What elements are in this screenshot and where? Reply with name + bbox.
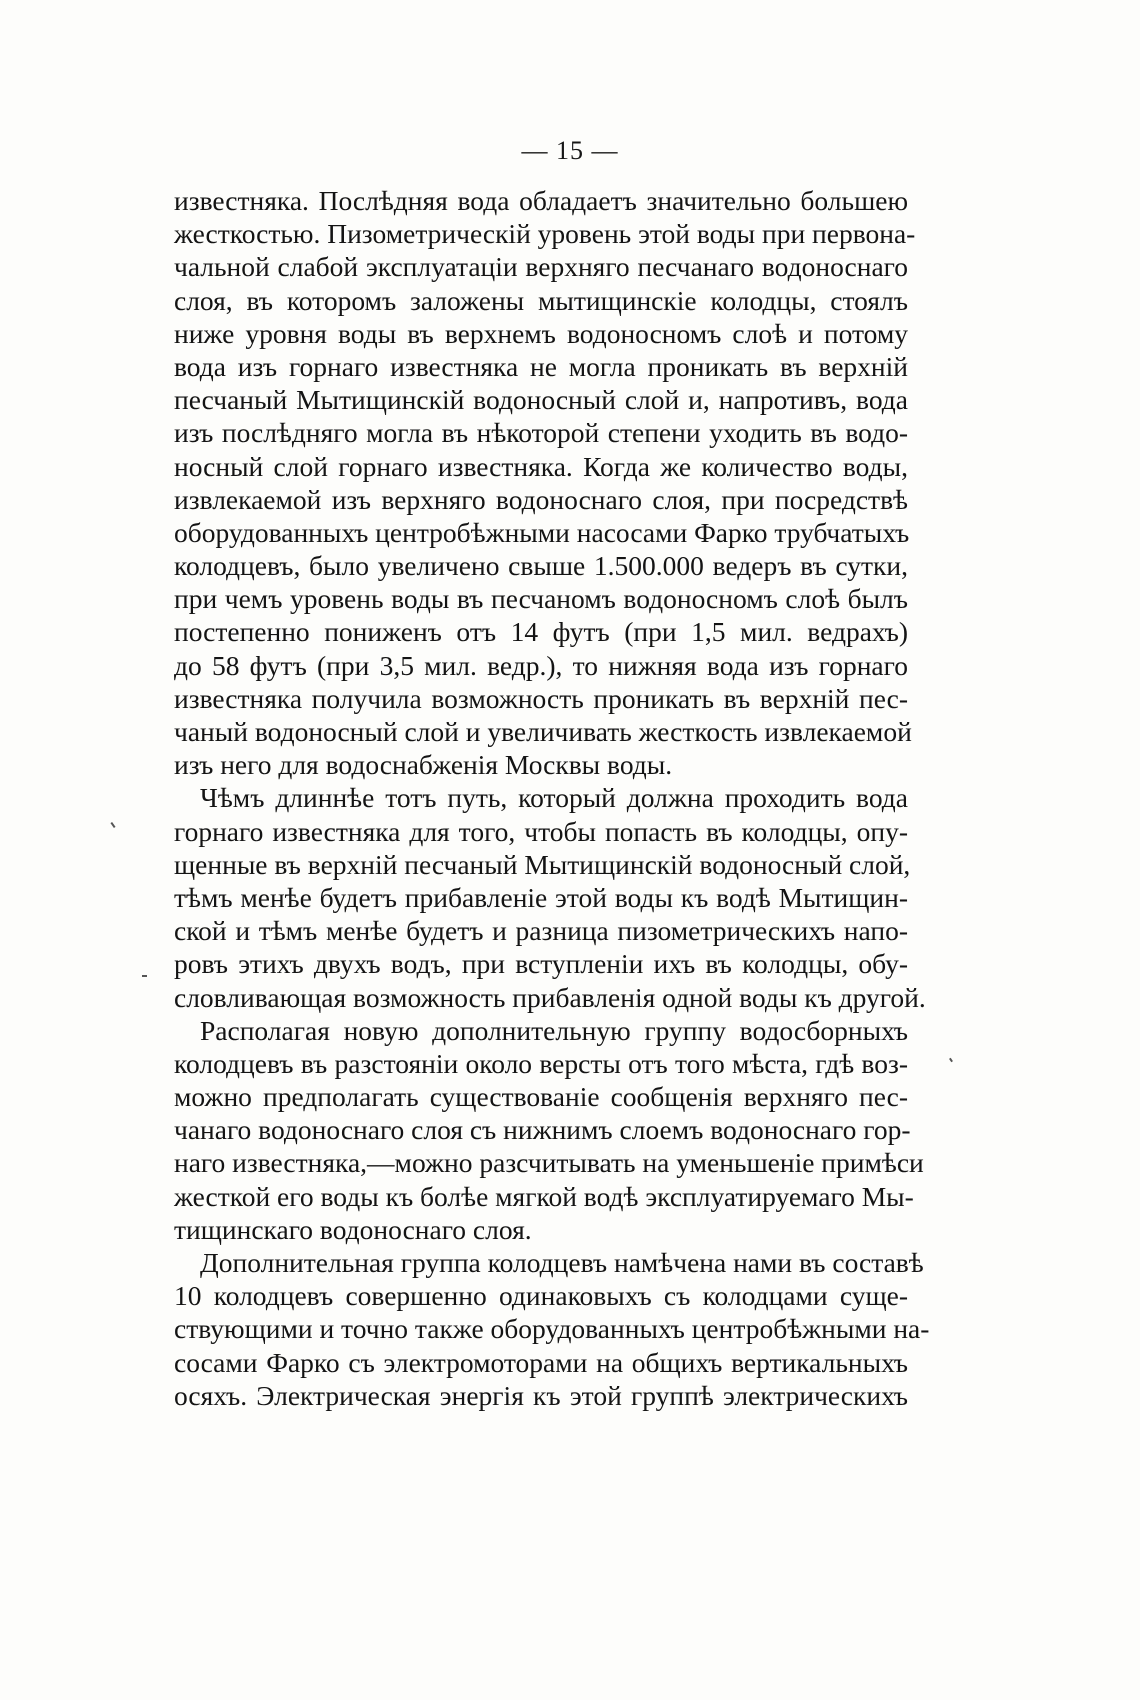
scan-speck bbox=[142, 975, 147, 977]
text-line: изъ него для водоснабженія Москвы воды. bbox=[174, 749, 673, 781]
text-line: ровъ этихъ двухъ водъ, при вступленіи ихъ въ колодцы, обу- bbox=[174, 948, 908, 980]
text-line: щенные въ верхній песчаный Мытищинскій водоносный слой, bbox=[174, 848, 911, 880]
text-line: Дополнительная группа колодцевъ намѣчена нами въ составѣ bbox=[200, 1247, 924, 1278]
text-line: постепенно пониженъ отъ 14 футъ (при 1,5 мил. ведрахъ) bbox=[174, 616, 908, 648]
text-line: Располагая новую дополнительную группу водосборныхъ bbox=[200, 1014, 908, 1046]
text-column bbox=[174, 184, 930, 1412]
text-line: можно предполагать существованіе сообщенія верхняго пес- bbox=[174, 1081, 908, 1113]
text-line: жесткостью. Пизометрическій уровень этой воды при первона- bbox=[174, 218, 916, 250]
text-line: оборудованныхъ центробѣжными насосами Фарко трубчатыхъ bbox=[174, 516, 910, 548]
text-line: осяхъ. Электрическая энергія къ этой группѣ электрическихъ bbox=[174, 1379, 908, 1411]
text-line: чанаго водоноснаго слоя съ нижнимъ слоемъ водоноснаго гор- bbox=[174, 1114, 911, 1146]
paragraph-4 bbox=[174, 1246, 930, 1412]
text-line: тищинскаго водоноснаго слоя. bbox=[174, 1213, 532, 1245]
text-line: горнаго известняка для того, чтобы попасть въ колодцы, опу- bbox=[174, 815, 908, 847]
text-line: известняка получила возможность проникать въ верхній пес- bbox=[174, 682, 908, 714]
text-line: песчаный Мытищинскій водоносный слой и, напротивъ, вода bbox=[174, 384, 908, 416]
text-line: до 58 футъ (при 3,5 мил. ведр.), то нижняя вода изъ горнаго bbox=[174, 649, 908, 681]
paragraph-2 bbox=[174, 781, 926, 1013]
scan-speck bbox=[949, 1058, 953, 1062]
text-line: колодцевъ въ разстояніи около версты отъ того мѣста, гдѣ воз- bbox=[174, 1047, 908, 1079]
text-line: чаный водоносный слой и увеличивать жесткость извлекаемой bbox=[174, 716, 912, 747]
text-line: сосами Фарко съ электромоторами на общихъ вертикальныхъ bbox=[174, 1346, 908, 1378]
text-line: слоя, въ которомъ заложены мытищинскіе колодцы, стоялъ bbox=[174, 284, 908, 316]
text-line: Чѣмъ длиннѣе тотъ путь, который должна проходить вода bbox=[200, 782, 908, 814]
paragraph-3 bbox=[174, 1014, 924, 1246]
text-line: тѣмъ менѣе будетъ прибавленіе этой воды къ водѣ Мытищин- bbox=[174, 881, 908, 913]
text-line: ствующими и точно также оборудованныхъ центробѣжными на- bbox=[174, 1313, 930, 1345]
text-line: изъ послѣдняго могла въ нѣкоторой степени уходить въ водо- bbox=[174, 417, 908, 449]
text-line: вода изъ горнаго известняка не могла проникать въ верхній bbox=[174, 350, 908, 382]
text-line: колодцевъ, было увеличено свыше 1.500.000 ведеръ въ сутки, bbox=[174, 550, 908, 582]
text-line: словливающая возможность прибавленія одной воды къ другой. bbox=[174, 981, 926, 1013]
text-line: ниже уровня воды въ верхнемъ водоносномъ слоѣ и потому bbox=[174, 317, 908, 349]
text-line: чальной слабой эксплуатаціи верхняго песчанаго водоноснаго bbox=[174, 251, 908, 283]
text-line: наго известняка,—можно разсчитывать на уменьшеніе примѣси bbox=[174, 1147, 924, 1179]
text-line: носный слой горнаго известняка. Когда же количество воды, bbox=[174, 450, 908, 482]
text-line: ской и тѣмъ менѣе будетъ и разница пизометрическихъ напо- bbox=[174, 915, 908, 947]
paragraph-1 bbox=[174, 184, 916, 781]
text-line: 10 колодцевъ совершенно одинаковыхъ съ колодцами суще- bbox=[174, 1280, 908, 1312]
page-number: — 15 — bbox=[521, 136, 619, 165]
scan-speck bbox=[110, 822, 115, 828]
text-line: при чемъ уровень воды въ песчаномъ водоносномъ слоѣ былъ bbox=[174, 583, 908, 615]
text-line: жесткой его воды къ болѣе мягкой водѣ эксплуатируемаго Мы- bbox=[174, 1180, 914, 1212]
text-line: известняка. Послѣдняя вода обладаетъ значительно большею bbox=[174, 185, 908, 216]
text-line: извлекаемой изъ верхняго водоноснаго слоя, при посредствѣ bbox=[174, 483, 908, 515]
